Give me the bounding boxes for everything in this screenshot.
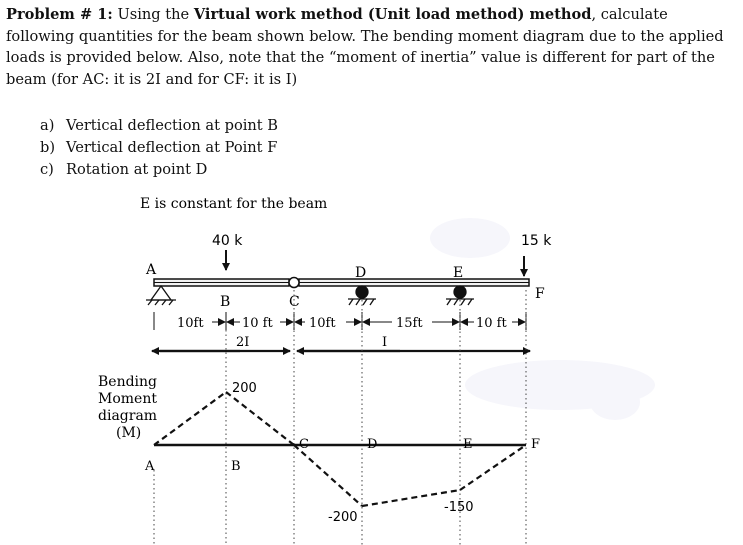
inertia-cf: I [382, 335, 388, 350]
bmd-value-b: 200 [232, 381, 257, 396]
bmd-point-a: A [145, 459, 155, 474]
bmd-point-e: E [463, 437, 473, 452]
dim-cd: 10ft [309, 316, 336, 331]
bmd-title-3: diagram [98, 408, 158, 424]
point-label-f: F [535, 286, 545, 302]
point-label-d: D [355, 265, 367, 281]
dim-ab: 10ft [177, 316, 204, 331]
point-label-a: A [146, 262, 157, 278]
point-label-b: B [220, 294, 231, 310]
bmd-value-e: -150 [444, 500, 474, 515]
bmd-title [98, 374, 157, 441]
problem-text-1: Using the [112, 6, 194, 23]
question-c-label: c) [40, 161, 54, 178]
support-a-pin [146, 286, 176, 305]
bmd-point-d: D [367, 437, 378, 452]
support-d-roller [348, 286, 376, 305]
problem-method: Virtual work method (Unit load method) method [193, 6, 592, 23]
dim-de: 15ft [396, 316, 423, 331]
dim-ef: 10 ft [476, 316, 507, 331]
problem-label: Problem # 1: [6, 6, 113, 23]
bmd-point-c: C [299, 437, 309, 452]
support-e-roller [446, 286, 474, 305]
load-label-b: 40 k [212, 233, 243, 249]
point-label-e: E [453, 265, 464, 281]
inertia-ac: 2I [236, 335, 250, 350]
bmd-title-1: Bending [98, 374, 158, 390]
question-b-text: Vertical deflection at Point F [66, 139, 278, 156]
bmd-title-4: (M) [116, 425, 142, 441]
bmd-point-b: B [231, 459, 241, 474]
dimension-ticks [154, 312, 526, 330]
dim-bc: 10 ft [242, 316, 273, 331]
question-b-label: b) [40, 139, 56, 156]
problem-text-2: , calculate following quantities for the beam shown below. The bending moment diagram due to the applied loads is provided below. Also, note that the “moment of inertia” value is different for part of the beam (for AC: it is 2I and for CF: it is I) [6, 6, 724, 88]
question-a-label: a) [40, 117, 55, 134]
question-a-text: Vertical deflection at point B [66, 117, 279, 134]
e-constant-note: E is constant for the beam [140, 196, 328, 212]
bmd-point-f: F [531, 437, 541, 452]
question-c-text: Rotation at point D [66, 161, 208, 178]
bmd-value-d: -200 [328, 510, 358, 525]
bmd-title-2: Moment [98, 391, 157, 407]
point-label-c: C [289, 294, 300, 310]
load-label-f: 15 k [521, 233, 552, 249]
beam [154, 279, 529, 286]
hinge-c [289, 278, 299, 288]
